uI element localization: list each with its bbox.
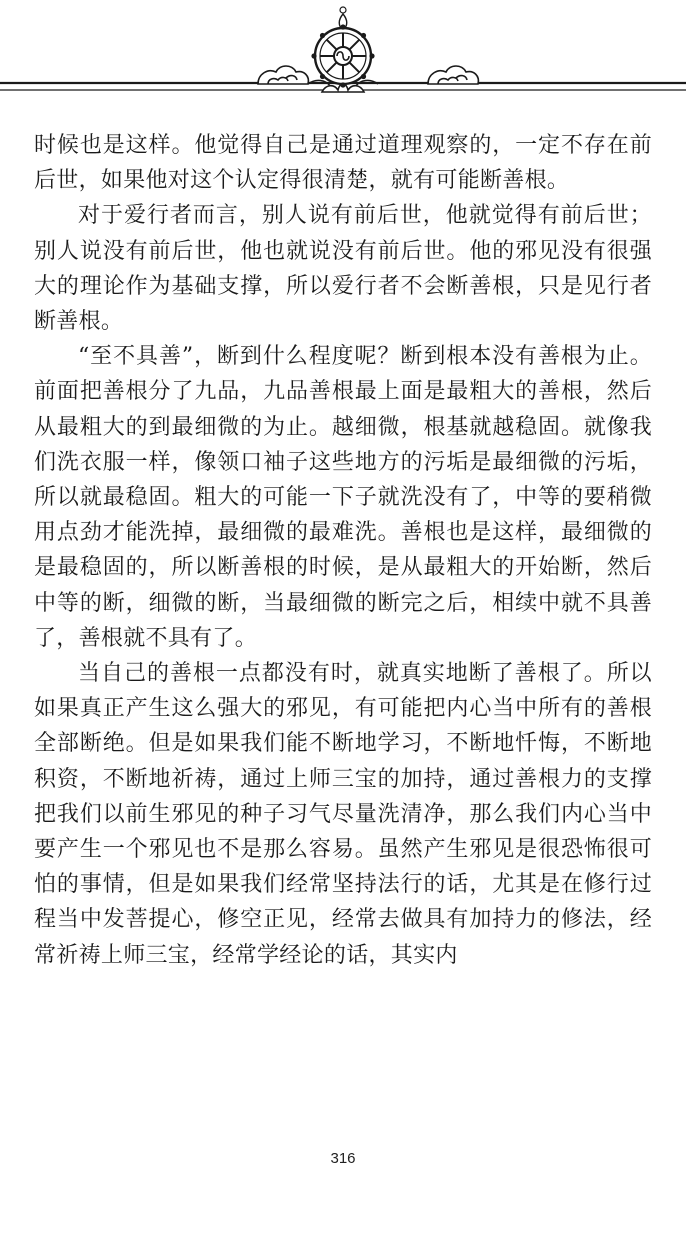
paragraph: 当自己的善根一点都没有时，就真实地断了善根了。所以如果真正产生这么强大的邪见，有可能把内心当中所有的善根全部断绝。但是如果我们能不断地学习，不断地忏悔，不断地积资，不断地祈祷，通过上师三宝的加持，通过善根力的支撑把我们以前生邪见的种子习气尽量洗清净，那么我们内心当中要产生一个邪见也不是那么容易。虽然产生邪见是很恐怖很可怕的事情，但是如果我们经常坚持法行的话，尤其是在修行过程当中发菩提心，修空正见，经常去做具有加持力的修法，经常祈祷上师三宝，经常学经论的话，其实内 <box>34 661 652 968</box>
paragraph: “至不具善”，断到什么程度呢？断到根本没有善根为止。前面把善根分了九品，九品善根最上面是最粗大的善根，然后从最粗大的到最细微的为止。越细微，根基就越稳固。就像我们洗衣服一样，像领口袖子这些地方的污垢是最细微的污垢，所以就最稳固。粗大的可能一下子就洗没有了，中等的要稍微用点劲才能洗掉，最细微的最难洗。善根也是这样，最细微的是最稳固的，所以断善根的时候，是从最粗大的开始断，然后中等的断，细微的断，当最细微的断完之后，相续中就不具善了，善根就不具有了。 <box>34 344 652 651</box>
paragraph: 时候也是这样。他觉得自己是通过道理观察的，一定不存在前后世，如果他对这个认定得很清楚，就有可能断善根。 <box>34 133 652 194</box>
cloud-scroll-right-icon <box>428 66 478 84</box>
page-number: 316 <box>330 1150 356 1167</box>
cloud-scroll-left-icon <box>258 66 308 84</box>
body-text <box>34 128 652 973</box>
header-ornament <box>0 0 686 110</box>
dharma-wheel-icon <box>311 7 374 88</box>
paragraph: 对于爱行者而言，别人说有前后世，他就觉得有前后世；别人说没有前后世，他也就说没有前后世。他的邪见没有很强大的理论作为基础支撑，所以爱行者不会断善根，只是见行者断善根。 <box>34 203 652 335</box>
